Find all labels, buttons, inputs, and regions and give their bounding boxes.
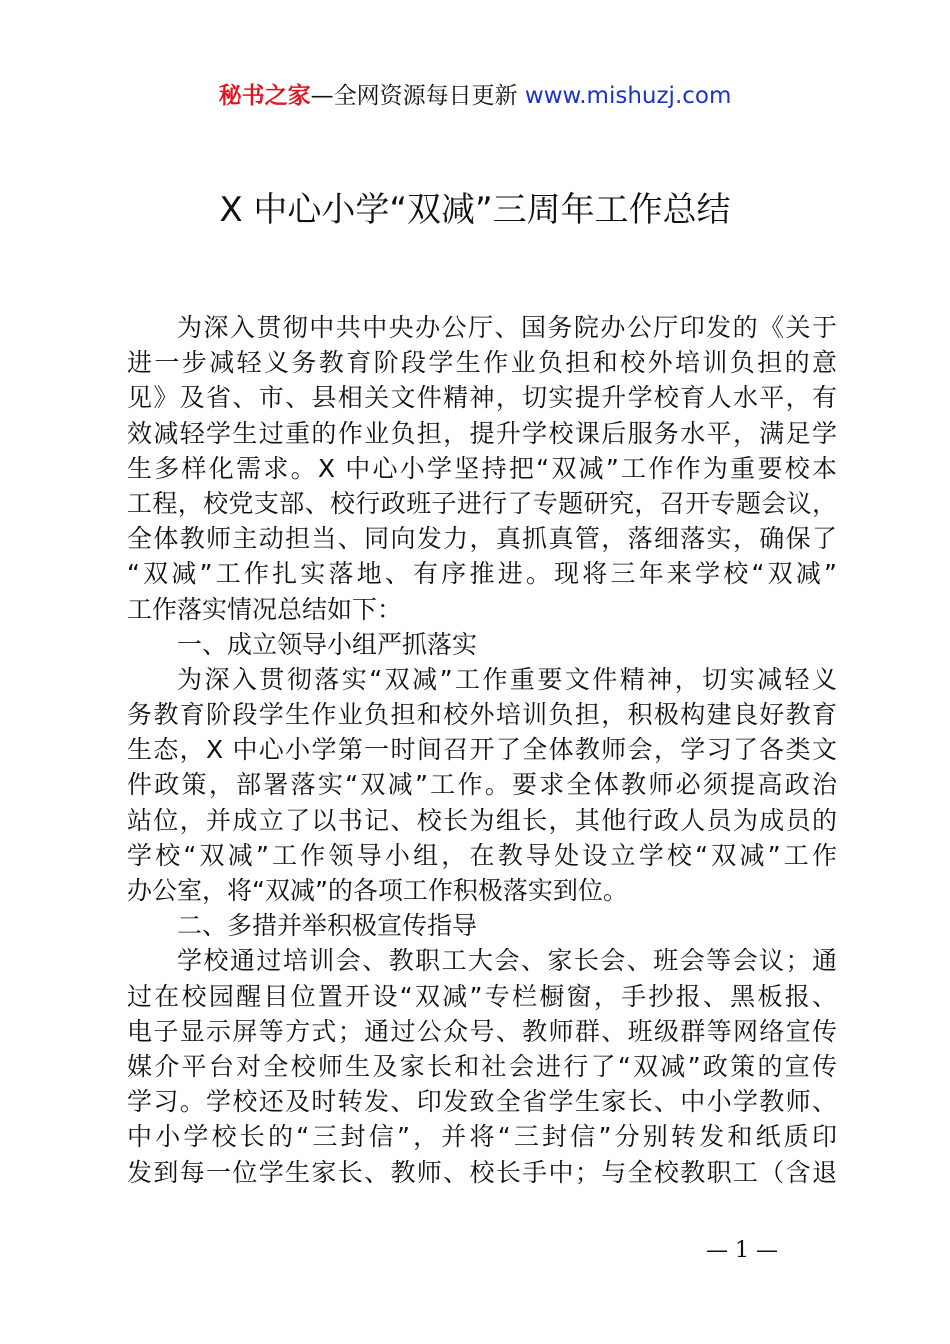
site-brand: 秘书之家 [218,83,311,109]
body-line: 进一步减轻义务教育阶段学生作业负担和校外培训负担的意 [127,348,837,378]
body-line: 媒介平台对全校师生及家长和社会进行了“双减”政策的宣传 [127,1051,837,1081]
body-line: 生多样化需求。X 中心小学坚持把“双减”工作作为重要校本 [127,453,837,483]
body-line: 效减轻学生过重的作业负担，提升学校课后服务水平，满足学 [127,418,837,448]
document-title: X 中心小学“双减”三周年工作总结 [219,190,731,230]
body-line: 学习。学校还及时转发、印发致全省学生家长、中小学教师、 [127,1087,837,1117]
body-line: 工作落实情况总结如下： [127,594,403,624]
body-line: 站位，并成立了以书记、校长为组长，其他行政人员为成员的 [127,805,837,835]
body-line: 学校通过培训会、教职工大会、家长会、班会等会议；通 [177,946,837,976]
body-line: 中小学校长的“三封信”，并将“三封信”分别转发和纸质印 [127,1122,837,1152]
body-line: 办公室，将“双减”的各项工作积极落实到位。 [127,876,628,905]
body-line: 工程，校党支部、校行政班子进行了专题研究，召开专题会议， [127,488,837,518]
site-tagline: —全网资源每日更新 [310,83,525,109]
body-line: 为深入贯彻落实“双减”工作重要文件精神，切实减轻义 [177,664,837,694]
body-line: 二、多措并举积极宣传指导 [177,911,478,941]
body-line: 见》及省、市、县相关文件精神，切实提升学校育人水平，有 [127,383,837,413]
site-url-link[interactable]: www.mishuzj.com [524,83,732,109]
body-line: 电子显示屏等方式；通过公众号、教师群、班级群等网络宣传 [127,1016,837,1046]
body-line: 一、成立领导小组严抓落实 [177,629,478,659]
body-line: “双减”工作扎实落地、有序推进。现将三年来学校“双减” [127,559,837,589]
body-line: 学校“双减”工作领导小组，在教导处设立学校“双减”工作 [127,840,837,870]
site-header [0,80,950,112]
body-line: 为深入贯彻中共中央办公厅、国务院办公厅印发的《关于 [177,313,837,342]
body-line: 务教育阶段学生作业负担和校外培训负担，积极构建良好教育 [127,700,837,730]
page-number: — 1 — [706,1238,778,1263]
body-line: 过在校园醒目位置开设“双减”专栏橱窗，手抄报、黑板报、 [127,981,837,1011]
body-line: 全体教师主动担当、同向发力，真抓真管，落细落实，确保了 [127,524,837,554]
body-line: 件政策，部署落实“双减”工作。要求全体教师必须提高政治 [127,770,837,800]
document-body [127,310,837,1190]
body-line: 生态，X 中心小学第一时间召开了全体教师会，学习了各类文 [127,735,837,765]
body-line: 发到每一位学生家长、教师、校长手中；与全校教职工（含退 [127,1157,837,1187]
